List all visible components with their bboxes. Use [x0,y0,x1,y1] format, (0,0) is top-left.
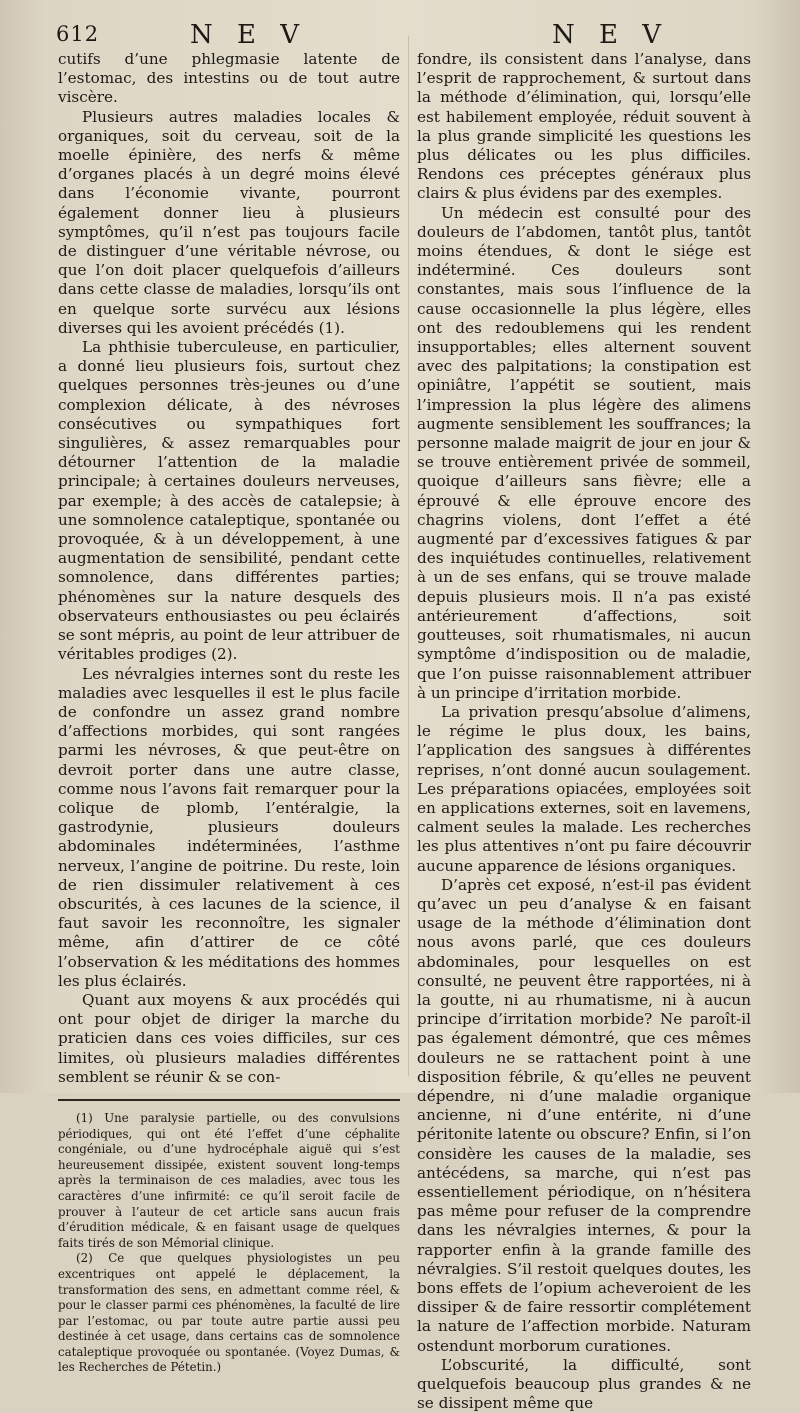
left-column [58,50,400,1376]
footnotes [58,1111,400,1376]
paragraph: L’obscurité, la difficulté, sont quelquefois beaucoup plus grandes & ne se dissipent même que [417,1355,751,1413]
paragraph: Un médecin est consulté pour des douleurs de l’abdomen, tantôt plus, tantôt moins étendues, & dont le siége est indéterminé. Ces douleurs sont constantes, mais sous l’influence de la cause occasionnelle la plus légère, elles ont des redoublemens qui les rendent insupportables; elles alternent souvent avec des palpitations; la constipation est opiniâtre, l’appétit se soutient, mais l’impression la plus légère des alimens augmente sensiblement les souffrances; la personne malade maigrit de jour en jour & se trouve entièrement privée de sommeil, quoique d’ailleurs sans fièvre; elle a éprouvé & elle éprouve encore des chagrins violens, dont l’effet a été augmenté par d’excessives fatigues & par des inquiétudes continuelles, relativement à un de ses enfans, qui se trouve malade depuis plusieurs mois. Il n’a pas existé antérieurement d’affections, soit goutteuses, soit rhumatismales, ni aucun symptôme d’indisposition ou de maladie, que l’on puisse raisonnablement attribuer à un principe d’irritation morbide. [417,203,751,702]
paragraph: fondre, ils consistent dans l’analyse, dans l’esprit de rapprochement, & surtout dans la méthode d’élimination, qui, lorsqu’elle est habilement employée, réduit souvent à la plus grande simplicité les questions les plus délicates ou les plus difficiles. Rendons ces préceptes généraux plus clairs & plus évidens par des exemples. [417,50,751,203]
paragraph: Quant aux moyens & aux procédés qui ont pour objet de diriger la marche du praticien dans ces voies difficiles, sur ces limites, où plusieurs maladies différentes semblent se réunir & se con- [58,990,400,1086]
paragraph: Les névralgies internes sont du reste les maladies avec lesquelles il est le plus facile de confondre un assez grand nombre d’affections morbides, qui sont rangées parmi les névroses, & que peut-être on devroit porter dans une autre classe, comme nous l’avons fait remarquer pour la colique de plomb, l’entéralgie, la gastrodynie, plusieurs douleurs abdominales indéterminées, l’asthme nerveux, l’angine de poitrine. Du reste, loin de rien dissimuler relativement à ces obscurités, à ces lacunes de la science, il faut savoir les reconnoître, les signaler même, afin d’attirer de ce côté l’observation & les méditations des hommes les plus éclairés. [58,664,400,990]
right-column [417,50,751,1413]
paragraph: La phthisie tuberculeuse, en particulier, a donné lieu plusieurs fois, surtout chez quelques personnes très-jeunes ou d’une complexion délicate, à des névroses consécutives ou sympathiques fort singulières, & assez remarquables pour détourner l’attention de la maladie principale; à certaines douleurs nerveuses, par exemple; à des accès de catalepsie; à une somnolence cataleptique, spontanée ou provoquée, & à un développement, à une augmentation de sensibilité, pendant cette somnolence, dans différentes parties; phénomènes sur la nature desquels des observateurs enthousiastes ou peu éclairés se sont mépris, au point de leur attribuer de véritables prodiges (2). [58,338,400,664]
footnote-rule [58,1099,400,1101]
page-header [0,22,800,52]
running-head-left: N E V [190,20,308,50]
footnote: (2) Ce que quelques physiologistes un peu excentriques ont appelé le déplacement, la transformation des sens, en admettant comme réel, & pour le classer parmi ces phénomènes, la faculté de lire par l’estomac, ou par toute autre partie aussi peu destinée à cet usage, dans certains cas de somnolence cataleptique provoquée ou spontanée. (Voyez Dumas, & les Recherches de Pétetin.) [58,1251,400,1375]
page-number: 612 [56,22,100,46]
paragraph: cutifs d’une phlegmasie latente de l’estomac, des intestins ou de tout autre viscère. [58,50,400,107]
paragraph: Plusieurs autres maladies locales & organiques, soit du cerveau, soit de la moelle épinière, des nerfs & même d’organes placés à un degré moins élevé dans l’économie vivante, pourront également donner lieu à plusieurs symptômes, qu’il n’est pas toujours facile de distinguer d’une véritable névrose, ou que l’on doit placer quelquefois d’ailleurs dans cette classe de maladies, lorsqu’ils ont en quelque sorte survécu aux lésions diverses qui les avoient précédés (1). [58,107,400,337]
column-gutter [408,36,409,1076]
running-head-right: N E V [552,20,670,50]
paragraph: D’après cet exposé, n’est-il pas évident qu’avec un peu d’analyse & en faisant usage de la méthode d’élimination dont nous avons parlé, que ces douleurs abdominales, pour lesquelles on est consulté, ne peuvent être rapportées, ni à la goutte, ni au rhumatisme, ni à aucun principe d’irritation morbide? Ne paroît-il pas également démontré, que ces mêmes douleurs ne se rattachent point à une disposition fébrile, & qu’elles ne peuvent dépendre, ni d’une maladie organique ancienne, ni d’une entérite, ni d’une péritonite latente ou obscure? Enfin, si l’on considère les causes de la maladie, ses antécédens, sa marche, qui n’est pas essentiellement périodique, on n’hésitera pas même pour refuser de la comprendre dans les névralgies internes, & pour la rapporter enfin à la grande famille des névralgies. S’il restoit quelques doutes, les bons effets de l’opium acheveroient de les dissiper & de faire ressortir complétement la nature de l’affection morbide. Naturam ostendunt morborum curationes. [417,875,751,1355]
paragraph: La privation presqu’absolue d’alimens, le régime le plus doux, les bains, l’application des sangsues à différentes reprises, n’ont donné aucun soulagement. Les préparations opiacées, employées soit en applications externes, soit en lavemens, calment seules la malade. Les recherches les plus attentives n’ont pu faire découvrir aucune apparence de lésions organiques. [417,702,751,875]
footnote: (1) Une paralysie partielle, ou des convulsions périodiques, qui ont été l’effet d’une céphalite congéniale, ou d’une hydrocéphale aiguë qui s’est heureusement dissipée, existent souvent long-temps après la terminaison de ces maladies, avec tous les caractères d’une infirmité: ce qu’il seroit facile de prouver à l’auteur de cet article sans aucun frais d’érudition médicale, & en faisant usage de quelques faits tirés de son Mémorial clinique. [58,1110,400,1250]
